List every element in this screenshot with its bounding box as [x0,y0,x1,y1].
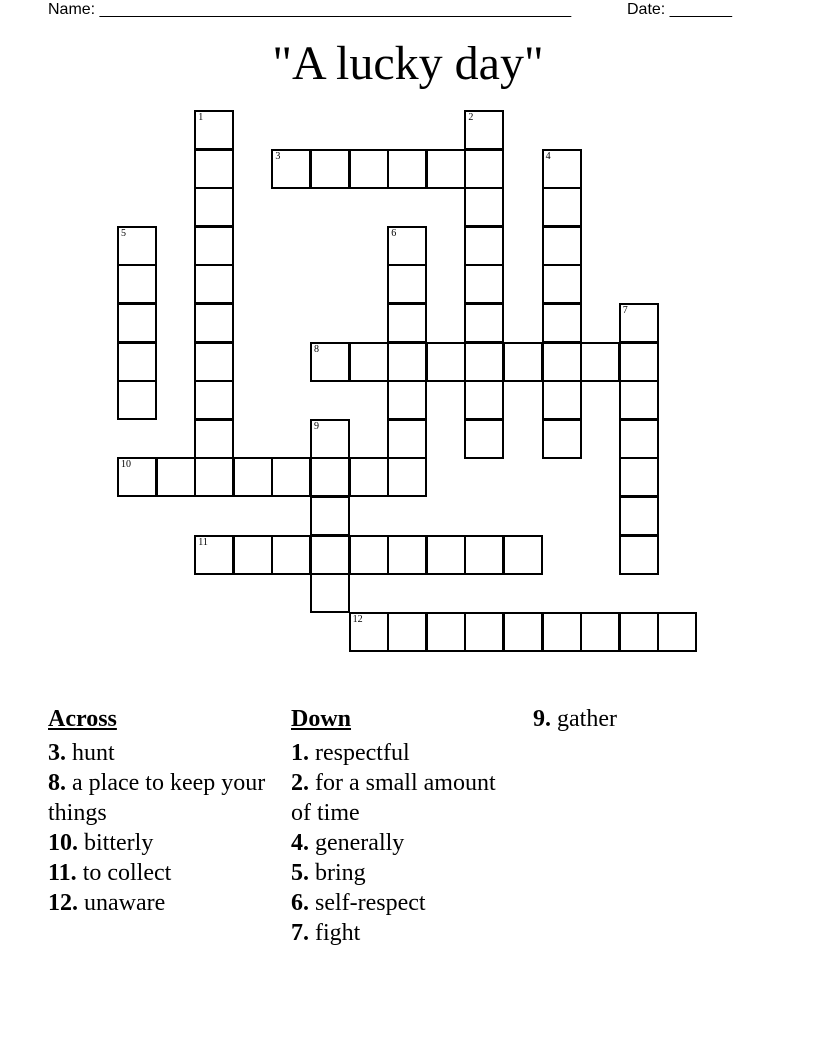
grid-cell[interactable] [387,535,427,575]
clue-number-label: 8 [314,343,319,355]
clue-item [291,888,521,918]
clue-number: 5. [291,860,309,886]
clue-item [48,858,278,888]
grid-cell[interactable] [349,149,389,189]
clue-number: 11. [48,860,77,886]
clue-number: 1. [291,740,309,766]
grid-cell[interactable] [542,264,582,304]
grid-cell[interactable] [194,535,234,575]
clue-item [291,918,521,948]
clue-item [48,738,278,768]
grid-cell[interactable] [387,226,427,266]
clue-item [48,888,278,918]
clue-number-label: 11 [198,536,208,548]
grid-cell[interactable] [387,264,427,304]
grid-cell[interactable] [542,187,582,227]
grid-cell[interactable] [271,535,311,575]
clue-number: 10. [48,830,78,856]
grid-cell[interactable] [194,380,234,420]
clue-number-label: 4 [545,150,551,162]
across-heading: Across [48,706,117,732]
grid-cell[interactable] [387,342,427,382]
clue-number: 7. [291,920,309,946]
grid-cell[interactable] [310,457,350,497]
grid-cell[interactable] [464,535,504,575]
grid-cell[interactable] [464,419,504,459]
grid-cell[interactable] [194,419,234,459]
name-field-line: Name: _____________________________________________________ [48,1,572,18]
grid-cell[interactable] [117,226,157,266]
clue-number: 8. [48,770,66,796]
grid-cell[interactable] [426,612,466,652]
grid-cell[interactable] [233,457,273,497]
grid-cell[interactable] [310,496,350,536]
grid-cell[interactable] [194,149,234,189]
clue-text: for a small amount of time [291,770,496,826]
grid-cell[interactable] [619,303,659,343]
grid-cell[interactable] [233,535,273,575]
grid-cell[interactable] [156,457,196,497]
clue-item [48,828,278,858]
grid-cell[interactable] [117,342,157,382]
grid-cell[interactable] [580,612,620,652]
grid-cell[interactable] [542,612,582,652]
clue-text: bitterly [78,830,154,856]
grid-cell[interactable] [194,226,234,266]
grid-cell[interactable] [619,535,659,575]
clue-item [291,738,521,768]
puzzle-title: "A lucky day" [272,37,544,90]
grid-cell[interactable] [194,303,234,343]
grid-cell[interactable] [194,342,234,382]
across-clues [48,704,278,918]
grid-cell[interactable] [310,419,350,459]
grid-cell[interactable] [271,457,311,497]
clue-item [291,828,521,858]
grid-cell[interactable] [117,457,157,497]
grid-cell[interactable] [464,342,504,382]
clue-number-label: 7 [622,305,628,316]
clue-number-label: 2 [468,112,474,123]
grid-cell[interactable] [349,457,389,497]
clue-number: 9. [533,706,551,732]
clue-text: self-respect [309,890,426,916]
grid-cell[interactable] [310,573,350,613]
grid-cell[interactable] [619,342,659,382]
grid-cell[interactable] [464,149,504,189]
grid-cell[interactable] [503,612,543,652]
grid-cell[interactable] [464,226,504,266]
clue-item [48,768,278,828]
down-heading: Down [291,706,352,732]
grid-cell[interactable] [387,419,427,459]
down-clues [291,704,521,948]
clue-number-label: 6 [391,227,397,239]
grid-cell[interactable] [271,149,311,189]
grid-cell[interactable] [464,612,504,652]
grid-cell[interactable] [426,342,466,382]
clue-number: 2. [291,770,309,796]
grid-cell[interactable] [542,226,582,266]
grid-cell[interactable] [387,457,427,497]
grid-cell[interactable] [426,535,466,575]
grid-cell[interactable] [542,342,582,382]
grid-cell[interactable] [310,149,350,189]
grid-cell[interactable] [387,380,427,420]
clue-text: fight [309,920,361,946]
grid-cell[interactable] [426,149,466,189]
grid-cell[interactable] [464,110,504,150]
grid-cell[interactable] [580,342,620,382]
grid-cell[interactable] [464,264,504,304]
clue-text: respectful [309,740,410,766]
grid-cell[interactable] [117,380,157,420]
grid-cell[interactable] [464,380,504,420]
grid-cell[interactable] [349,535,389,575]
grid-cell[interactable] [387,303,427,343]
clue-item [533,704,763,734]
grid-cell[interactable] [310,342,350,382]
clue-number: 12. [48,890,78,916]
grid-cell[interactable] [619,380,659,420]
grid-cell[interactable] [619,496,659,536]
grid-cell[interactable] [464,187,504,227]
clue-text: gather [551,706,617,732]
grid-cell[interactable] [194,110,234,150]
grid-cell[interactable] [542,419,582,459]
clue-text: bring [309,860,366,886]
grid-cell[interactable] [503,342,543,382]
grid-cell[interactable] [619,457,659,497]
clue-text: to collect [76,860,172,886]
grid-cell[interactable] [194,187,234,227]
clue-number: 3. [48,740,66,766]
clue-number-label: 12 [352,613,363,625]
grid-cell[interactable] [542,380,582,420]
grid-cell[interactable] [464,303,504,343]
clue-item [291,768,521,828]
clue-number-label: 9 [314,420,319,432]
grid-cell[interactable] [117,303,157,343]
clue-item [291,858,521,888]
grid-cell[interactable] [310,535,350,575]
clue-text: hunt [66,740,115,766]
date-field-line: Date: _______ [627,1,732,18]
grid-cell[interactable] [503,535,543,575]
clue-number-label: 3 [275,150,281,162]
grid-cell[interactable] [619,419,659,459]
grid-cell[interactable] [194,264,234,304]
grid-cell[interactable] [542,149,582,189]
grid-cell[interactable] [387,149,427,189]
grid-cell[interactable] [542,303,582,343]
grid-cell[interactable] [194,457,234,497]
grid-cell[interactable] [117,264,157,304]
grid-cell[interactable] [387,612,427,652]
grid-cell[interactable] [349,612,389,652]
clue-number-label: 5 [121,227,126,239]
clue-text: a place to keep your things [48,770,266,826]
grid-cell[interactable] [349,342,389,382]
clue-number: 6. [291,890,309,916]
grid-cell[interactable] [657,612,697,652]
down-clues-continued [533,704,763,734]
clue-number-label: 10 [121,459,131,471]
clue-text: unaware [78,890,166,916]
clue-number-label: 1 [198,112,204,123]
clue-text: generally [309,830,405,856]
clue-number: 4. [291,830,309,856]
grid-cell[interactable] [619,612,659,652]
